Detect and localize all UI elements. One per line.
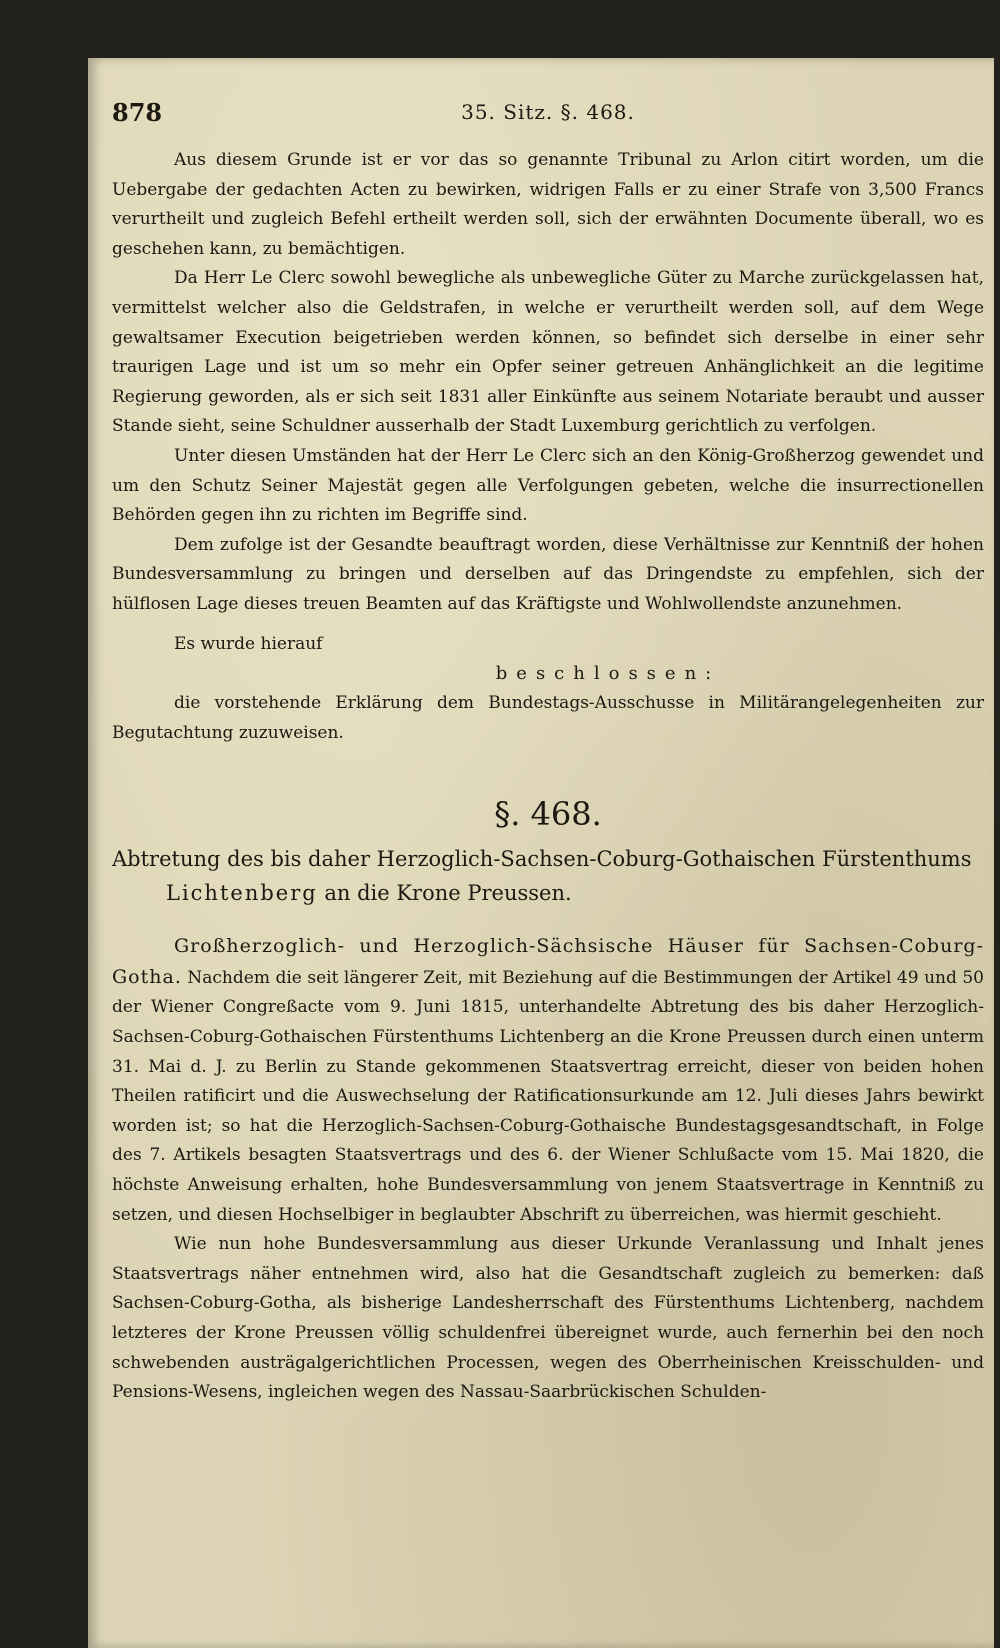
- spacer: [112, 910, 984, 932]
- book-page: [88, 58, 994, 1648]
- treaty-text: Nachdem die seit längerer Zeit, mit Beziehung auf die Bestimmungen der Artikel 49 und 50 der Wiener Congreßacte vom 9. Juni 1815, unterhandelte Abtretung des bis daher Herzoglich-Sachsen-Coburg-Gothaischen Fürstenthums Lichtenberg an die Krone Preussen durch einen unterm 31. Mai d. J. zu Berlin zu Stande gekommenen Staatsvertrag erreicht, dieser von beiden hohen Theilen ratificirt und die Auswechselung der Ratificationsurkunde am 12. Juli dieses Jahrs bewirkt worden ist; so hat die Herzoglich-Sachsen-Coburg-Gothaische Bundestagsgesandtschaft, in Folge des 7. Artikels besagten Staatsvertrags und des 6. der Wiener Schlußacte vom 15. Mai 1820, die höchste Anweisung erhalten, hohe Bundesversammlung von jenem Staatsvertrage in Kenntniß zu setzen, und diesen Hochselbiger in beglaubter Abschrift zu überreichen, was hiermit geschieht.: [112, 967, 985, 1225]
- paragraph-le-clerc-property: Da Herr Le Clerc sowohl bewegliche als unbewegliche Güter zu Marche zurückgelassen hat, vermittelst welcher also die Geldstrafen, in welche er verurtheilt werden soll, auf dem Wege gewaltsamer Execution beigetrieben werden können, so befindet sich derselbe in einer sehr traurigen Lage und ist um so mehr ein Opfer seiner getreuen Anhänglichkeit an die legitime Regierung geworden, als er sich seit 1831 aller Einkünfte aus seinem Notariate beraubt und ausser Stande sieht, seine Schuldner ausserhalb der Stadt Luxemburg gerichtlich zu verfolgen.: [112, 268, 984, 437]
- section-number: §. 468.: [494, 795, 602, 834]
- page-number: 878: [112, 98, 163, 127]
- houses-lead: Großherzoglich- und Herzoglich-Sächsische Häuser für Sachsen-Coburg-Gotha.: [112, 935, 984, 988]
- paragraph-legation-note: Wie nun hohe Bundesversammlung aus dieser Urkunde Veranlassung und Inhalt jenes Staatsvertrags näher entnehmen wird, also hat die Gesandtschaft zugleich zu bemerken: daß Sachsen-Coburg-Gotha, als bisherige Landesherrschaft des Fürstenthums Lichtenberg, nachdem letzteres der Krone Preussen völlig schuldenfrei übereignet wurde, auch fernerhin bei den noch schwebenden austrägalgerichtlichen Processen, wegen des Oberrheinischen Kreisschulden- und Pensions-Wesens, ingleichen wegen des Nassau-Saarbrückischen Schulden-: [112, 1234, 984, 1403]
- paragraph-treaty: [112, 932, 984, 1230]
- paragraph-envoy-instructed: Dem zufolge ist der Gesandte beauftragt worden, diese Verhältnisse zur Kenntniß der hohen Bundesversammlung zu bringen und derselben auf das Dringendste zu empfehlen, sich der hülflosen Lage dieses treuen Beamten auf das Kräftigste und Wohlwollendste anzunehmen.: [112, 534, 984, 614]
- section-title-name: Lichtenberg: [166, 881, 318, 906]
- paragraph-resolution-text: die vorstehende Erklärung dem Bundestags-Ausschusse in Militärangelegenheiten zur Begutachtung zuzuweisen.: [112, 693, 984, 743]
- section-title-part1: Abtretung des bis daher Herzoglich-Sachsen-Coburg-Gothaischen Fürstenthums: [112, 847, 972, 872]
- running-head: 35. Sitz. §. 468.: [461, 100, 635, 124]
- paragraph-arlon-tribunal: Aus diesem Grunde ist er vor das so genannte Tribunal zu Arlon citirt worden, um die Uebergabe der gedachten Acten zu bewirken, widrigen Falls er zu einer Strafe von 3,500 Francs verurtheilt und zugleich Befehl ertheilt werden soll, sich der erwähnten Documente überall, wo es geschehen kann, zu bemächtigen.: [112, 150, 984, 259]
- section-title-part2: an die Krone Preussen.: [324, 881, 572, 906]
- resolution-label: beschlossen:: [495, 663, 721, 685]
- section-title: [112, 842, 984, 910]
- paragraph-resolution-intro: Es wurde hierauf: [174, 633, 323, 654]
- spacer: [112, 620, 984, 630]
- paragraph-king-grand-duke: Unter diesen Umständen hat der Herr Le Clerc sich an den König-Großherzog gewendet und um den Schutz Seiner Majestät gegen alle Verfolgungen gebeten, welche die insurrectionellen Behörden gegen ihn zu richten im Begriffe sind.: [112, 445, 984, 526]
- page-content: [112, 98, 984, 1408]
- page-header: [112, 98, 984, 132]
- section-title-line2: [112, 876, 984, 910]
